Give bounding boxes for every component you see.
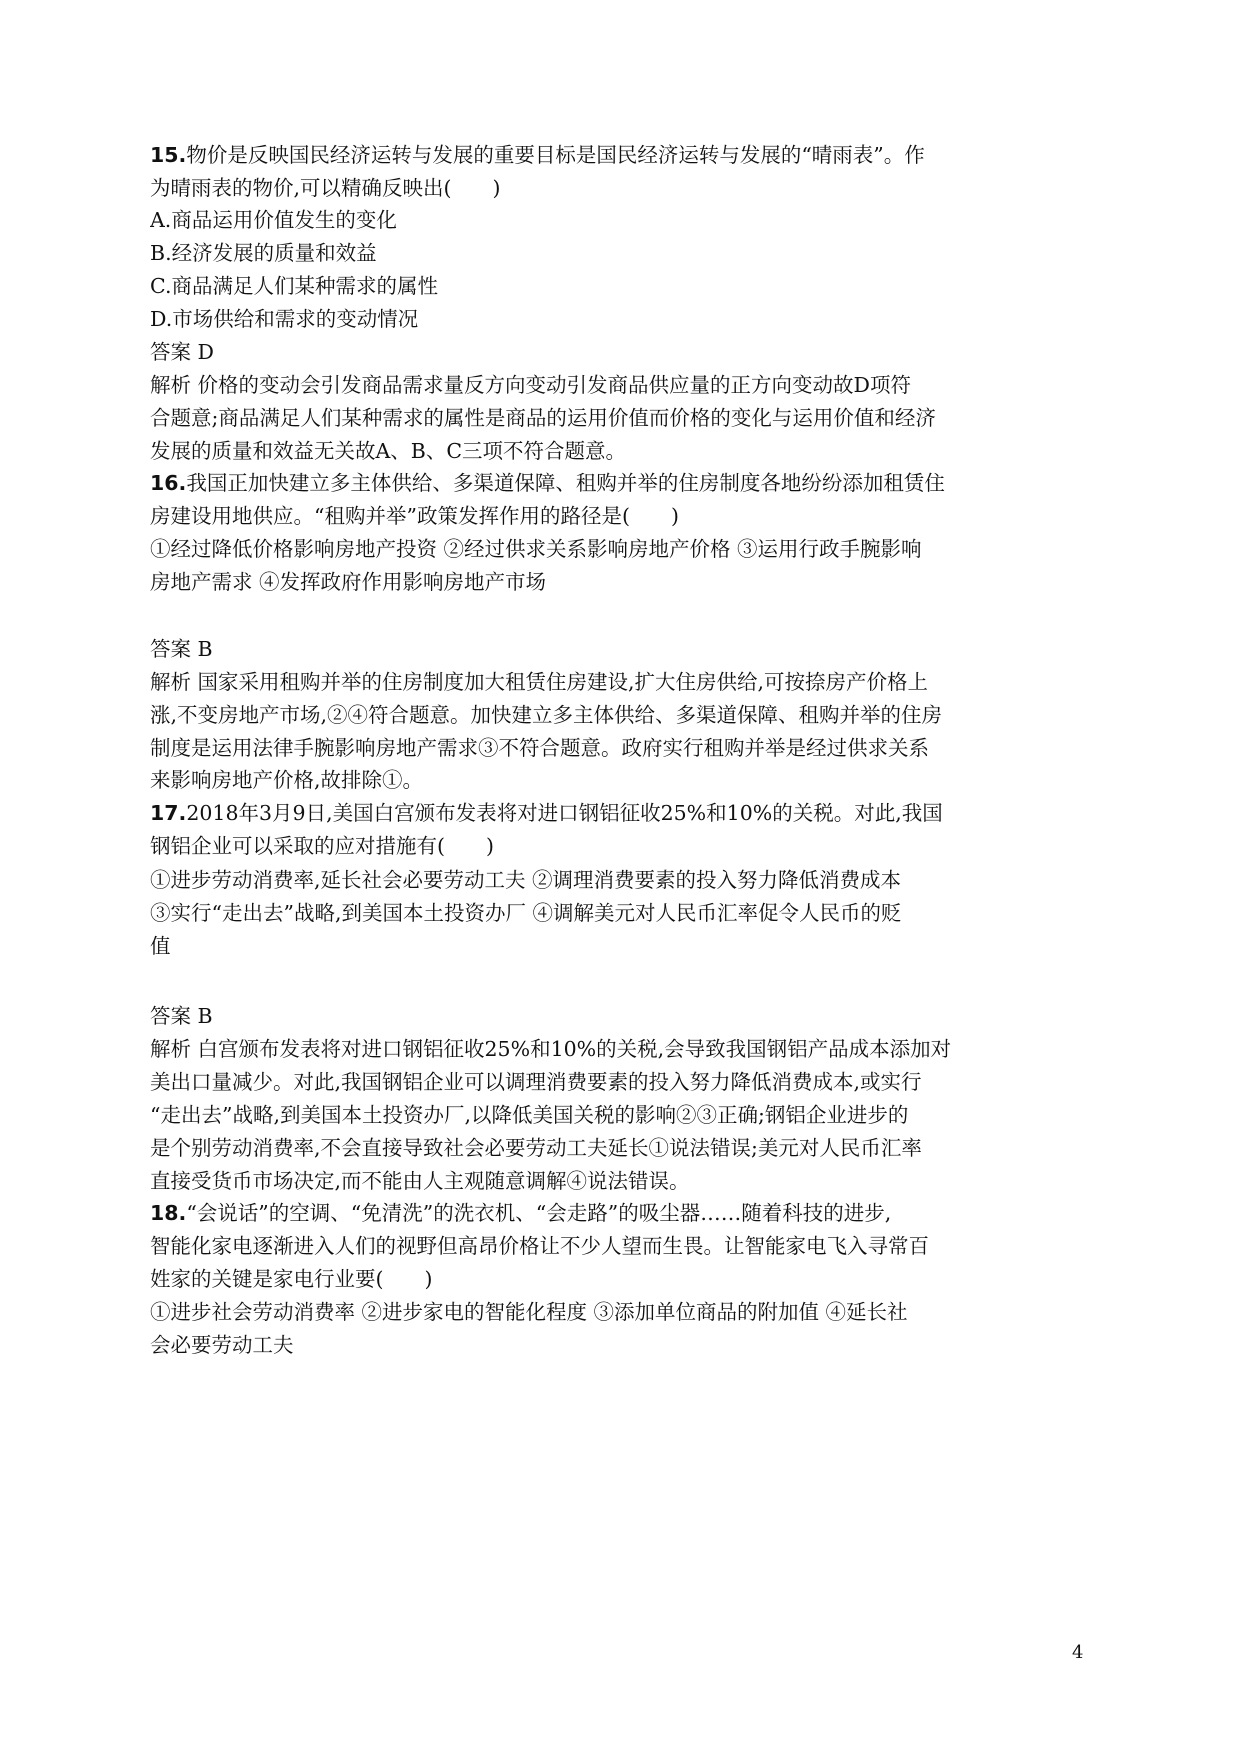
question-15-analysis-line-3: 发展的质量和效益无关故A、B、C三项不符合题意。 — [150, 439, 627, 463]
question-16-analysis-line-1: 解析 国家采用租购并举的住房制度加大租赁住房建设,扩大住房供给,可按捺房产价格上 — [150, 670, 929, 694]
question-17-stem-line-1 — [150, 799, 1110, 827]
question-18-stem-line-1 — [150, 1199, 1110, 1227]
question-17-analysis-line-3: “走出去”战略,到美国本土投资办厂,以降低美国关税的影响②③正确;钢铝企业进步的 — [150, 1103, 909, 1127]
question-16-choices-line-2: 房地产需求 ④发挥政府作用影响房地产市场 — [150, 570, 547, 594]
question-16-analysis-line-3: 制度是运用法律手腕影响房地产需求③不符合题意。政府实行租购并举是经过供求关系 — [150, 736, 929, 760]
question-18-stem-line-3: 姓家的关键是家电行业要( ) — [150, 1267, 433, 1291]
question-16-analysis-line-4: 来影响房地产价格,故排除①。 — [150, 768, 424, 792]
question-15-option-a: A.商品运用价值发生的变化 — [150, 208, 397, 232]
question-number: 17. — [150, 801, 187, 825]
question-16-stem-line-2: 房建设用地供应。“租购并举”政策发挥作用的路径是( ) — [150, 504, 679, 528]
question-17-analysis-line-1: 解析 白宫颁布发表将对进口钢铝征收25%和10%的关税,会导致我国钢铝产品成本添加对 — [150, 1037, 952, 1061]
question-number: 16. — [150, 471, 187, 495]
question-17-analysis-line-4: 是个别劳动消费率,不会直接导致社会必要劳动工夫延长①说法错误;美元对人民币汇率 — [150, 1136, 922, 1160]
page-number: 4 — [1072, 1642, 1084, 1663]
question-number: 15. — [150, 143, 187, 167]
question-17-analysis-line-5: 直接受货币市场决定,而不能由人主观随意调解④说法错误。 — [150, 1169, 690, 1193]
question-16-choices-line-1: ①经过降低价格影响房地产投资 ②经过供求关系影响房地产价格 ③运用行政手腕影响 — [150, 537, 922, 561]
question-17-answer: 答案 B — [150, 1004, 213, 1028]
question-15-analysis-line-2: 合题意;商品满足人们某种需求的属性是商品的运用价值而价格的变化与运用价值和经济 — [150, 406, 936, 430]
question-18-choices-line-1: ①进步社会劳动消费率 ②进步家电的智能化程度 ③添加单位商品的附加值 ④延长社 — [150, 1300, 908, 1324]
question-text: 2018年3月9日,美国白宫颁布发表将对进口钢铝征收25%和10%的关税。对此,我国 — [186, 801, 943, 825]
question-15-stem-line-2: 为晴雨表的物价,可以精确反映出( ) — [150, 176, 501, 200]
question-text: 我国正加快建立多主体供给、多渠道保障、租购并举的住房制度各地纷纷添加租赁住 — [186, 471, 945, 495]
question-15-option-d: D.市场供给和需求的变动情况 — [150, 307, 419, 331]
question-16-analysis-line-2: 涨,不变房地产市场,②④符合题意。加快建立多主体供给、多渠道保障、租购并举的住房 — [150, 703, 943, 727]
question-15-answer: 答案 D — [150, 340, 214, 364]
question-15-option-c: C.商品满足人们某种需求的属性 — [150, 274, 438, 298]
question-15-analysis-line-1: 解析 价格的变动会引发商品需求量反方向变动引发商品供应量的正方向变动故D项符 — [150, 373, 911, 397]
question-17-stem-line-2: 钢铝企业可以采取的应对措施有( ) — [150, 834, 494, 858]
question-18-choices-line-2: 会必要劳动工夫 — [150, 1333, 294, 1357]
question-18-stem-line-2: 智能化家电逐渐进入人们的视野但高昂价格让不少人望而生畏。让智能家电飞入寻常百 — [150, 1234, 929, 1258]
question-17-choices-line-1: ①进步劳动消费率,延长社会必要劳动工夫 ②调理消费要素的投入努力降低消费成本 — [150, 868, 902, 892]
question-number: 18. — [150, 1201, 187, 1225]
question-17-analysis-line-2: 美出口量减少。对此,我国钢铝企业可以调理消费要素的投入努力降低消费成本,或实行 — [150, 1070, 922, 1094]
question-16-answer: 答案 B — [150, 637, 213, 661]
question-15-option-b: B.经济发展的质量和效益 — [150, 241, 377, 265]
question-text: 物价是反映国民经济运转与发展的重要目标是国民经济运转与发展的“晴雨表”。作 — [186, 143, 925, 167]
question-text: “会说话”的空调、“免清洗”的洗衣机、“会走路”的吸尘器……随着科技的进步, — [186, 1201, 892, 1225]
question-17-choices-line-3: 值 — [150, 934, 171, 958]
question-16-stem-line-1 — [150, 469, 1110, 497]
question-17-choices-line-2: ③实行“走出去”战略,到美国本土投资办厂 ④调解美元对人民币汇率促令人民币的贬 — [150, 901, 902, 925]
question-15-stem-line-1 — [150, 141, 1110, 169]
